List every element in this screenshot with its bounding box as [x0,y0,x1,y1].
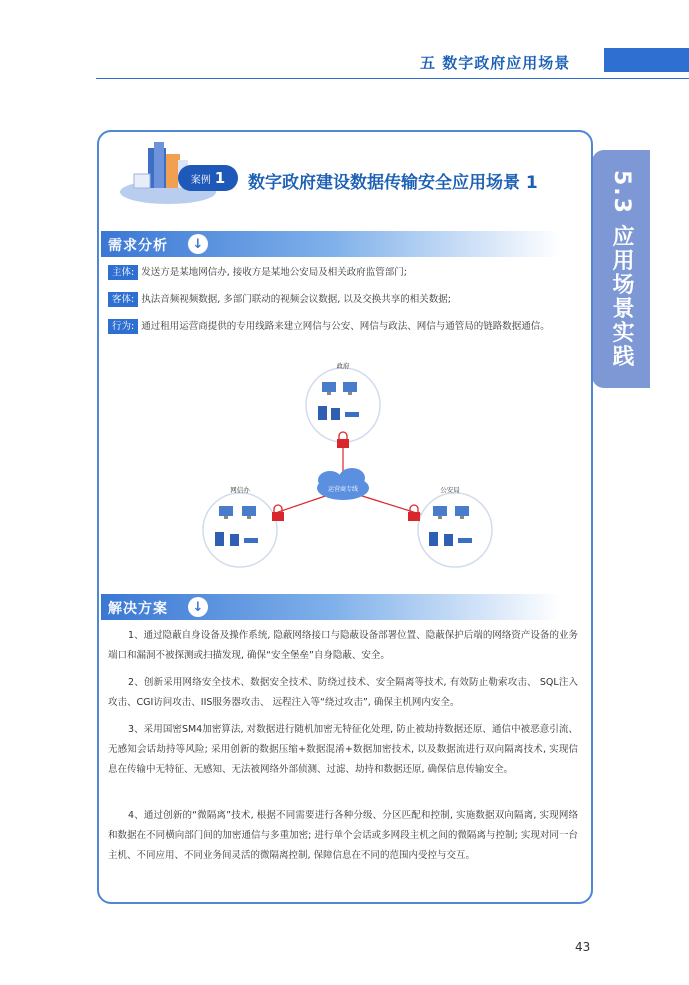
requirement-tag: 客体: [108,292,138,307]
diagram-node-label: 公安局 [440,486,460,494]
solution-paragraph: 1、通过隐蔽自身设备及操作系统, 隐蔽网络接口与隐蔽设备部署位置、隐蔽保护后端的网络资产设备的业务端口和漏洞不被探测或扫描发现, 确保“安全堡垒”自身隐蔽、安全。 [108,630,578,661]
page-number: 43 [575,940,591,954]
arrow-down-icon: ↓ [188,234,208,254]
case-badge-prefix: 案例 [190,174,211,186]
header-accent-bar [604,48,689,72]
diagram-node-label: 政府 [336,362,350,370]
requirements-heading: 需求分析 [108,238,168,254]
section-side-tab [592,150,650,388]
arrow-down-icon: ↓ [188,597,208,617]
requirement-text: 发送方是某地网信办, 接收方是某地公安局及相关政府监管部门; [141,267,407,278]
solution-heading-bar [101,594,561,620]
side-tab-label: 5.3 应用场景实践 [609,169,634,369]
requirement-text: 执法音频视频数据, 多部门联动的视频会议数据, 以及交换共享的相关数据; [141,294,451,305]
case-title: 数字政府建设数据传输安全应用场景 1 [248,173,538,193]
requirement-item [108,317,558,336]
requirement-item [108,290,558,309]
network-diagram [200,360,500,585]
requirement-text: 通过租用运营商提供的专用线路来建立网信与公安、网信与政法、网信与通管局的链路数据通信。 [141,321,550,332]
case-badge-number: 1 [214,169,226,187]
cloud-label: 运营商专线 [327,486,359,493]
header-divider [96,78,689,79]
requirement-tag: 行为: [108,319,138,334]
case-badge [178,165,238,191]
requirements-heading-bar [101,231,561,257]
solution-paragraph: 4、通过创新的“微隔离”技术, 根据不同需要进行各种分级、分区匹配和控制, 实施数据双向隔离, 实现网络和数据在不同横向部门间的加密通信与多重加密; 进行单个会话或多网段主机之间的微隔离与控制; 实现对同一台主机、不同应用、不同业务间灵活的微隔离控制, 保障信息在不同的范围内受控与交互。 [108,810,578,861]
diagram-node-label: 网信办 [230,486,250,494]
solution-paragraph: 3、采用国密SM4加密算法, 对数据进行随机加密无特征化处理, 防止被劫持数据还原、通信中被恶意引流、无感知会话劫持等风险; 采用创新的数据压缩+数据混淆+数据加密技术, 以及数据流进行双向隔离技术, 实现信息在传输中无特征、无感知、无法被网络外部侦测、过滤、劫持和数据还原, 确保信息传输安全。 [108,724,578,775]
lock-icon [408,505,420,521]
requirement-item [108,263,558,282]
solution-heading: 解决方案 [108,601,168,617]
chapter-title: 五 数字政府应用场景 [420,54,571,72]
lock-icon [272,505,284,521]
solution-paragraph: 2、创新采用网络安全技术、数据安全技术、防绕过技术、安全隔离等技术, 有效防止勒索攻击、 SQL注入攻击、CGI访问攻击、IIS服务器攻击、 远程注入等“绕过攻击”, 确保主机网内安全。 [108,677,578,708]
requirement-tag: 主体: [108,265,138,280]
cloud-icon [317,468,369,500]
